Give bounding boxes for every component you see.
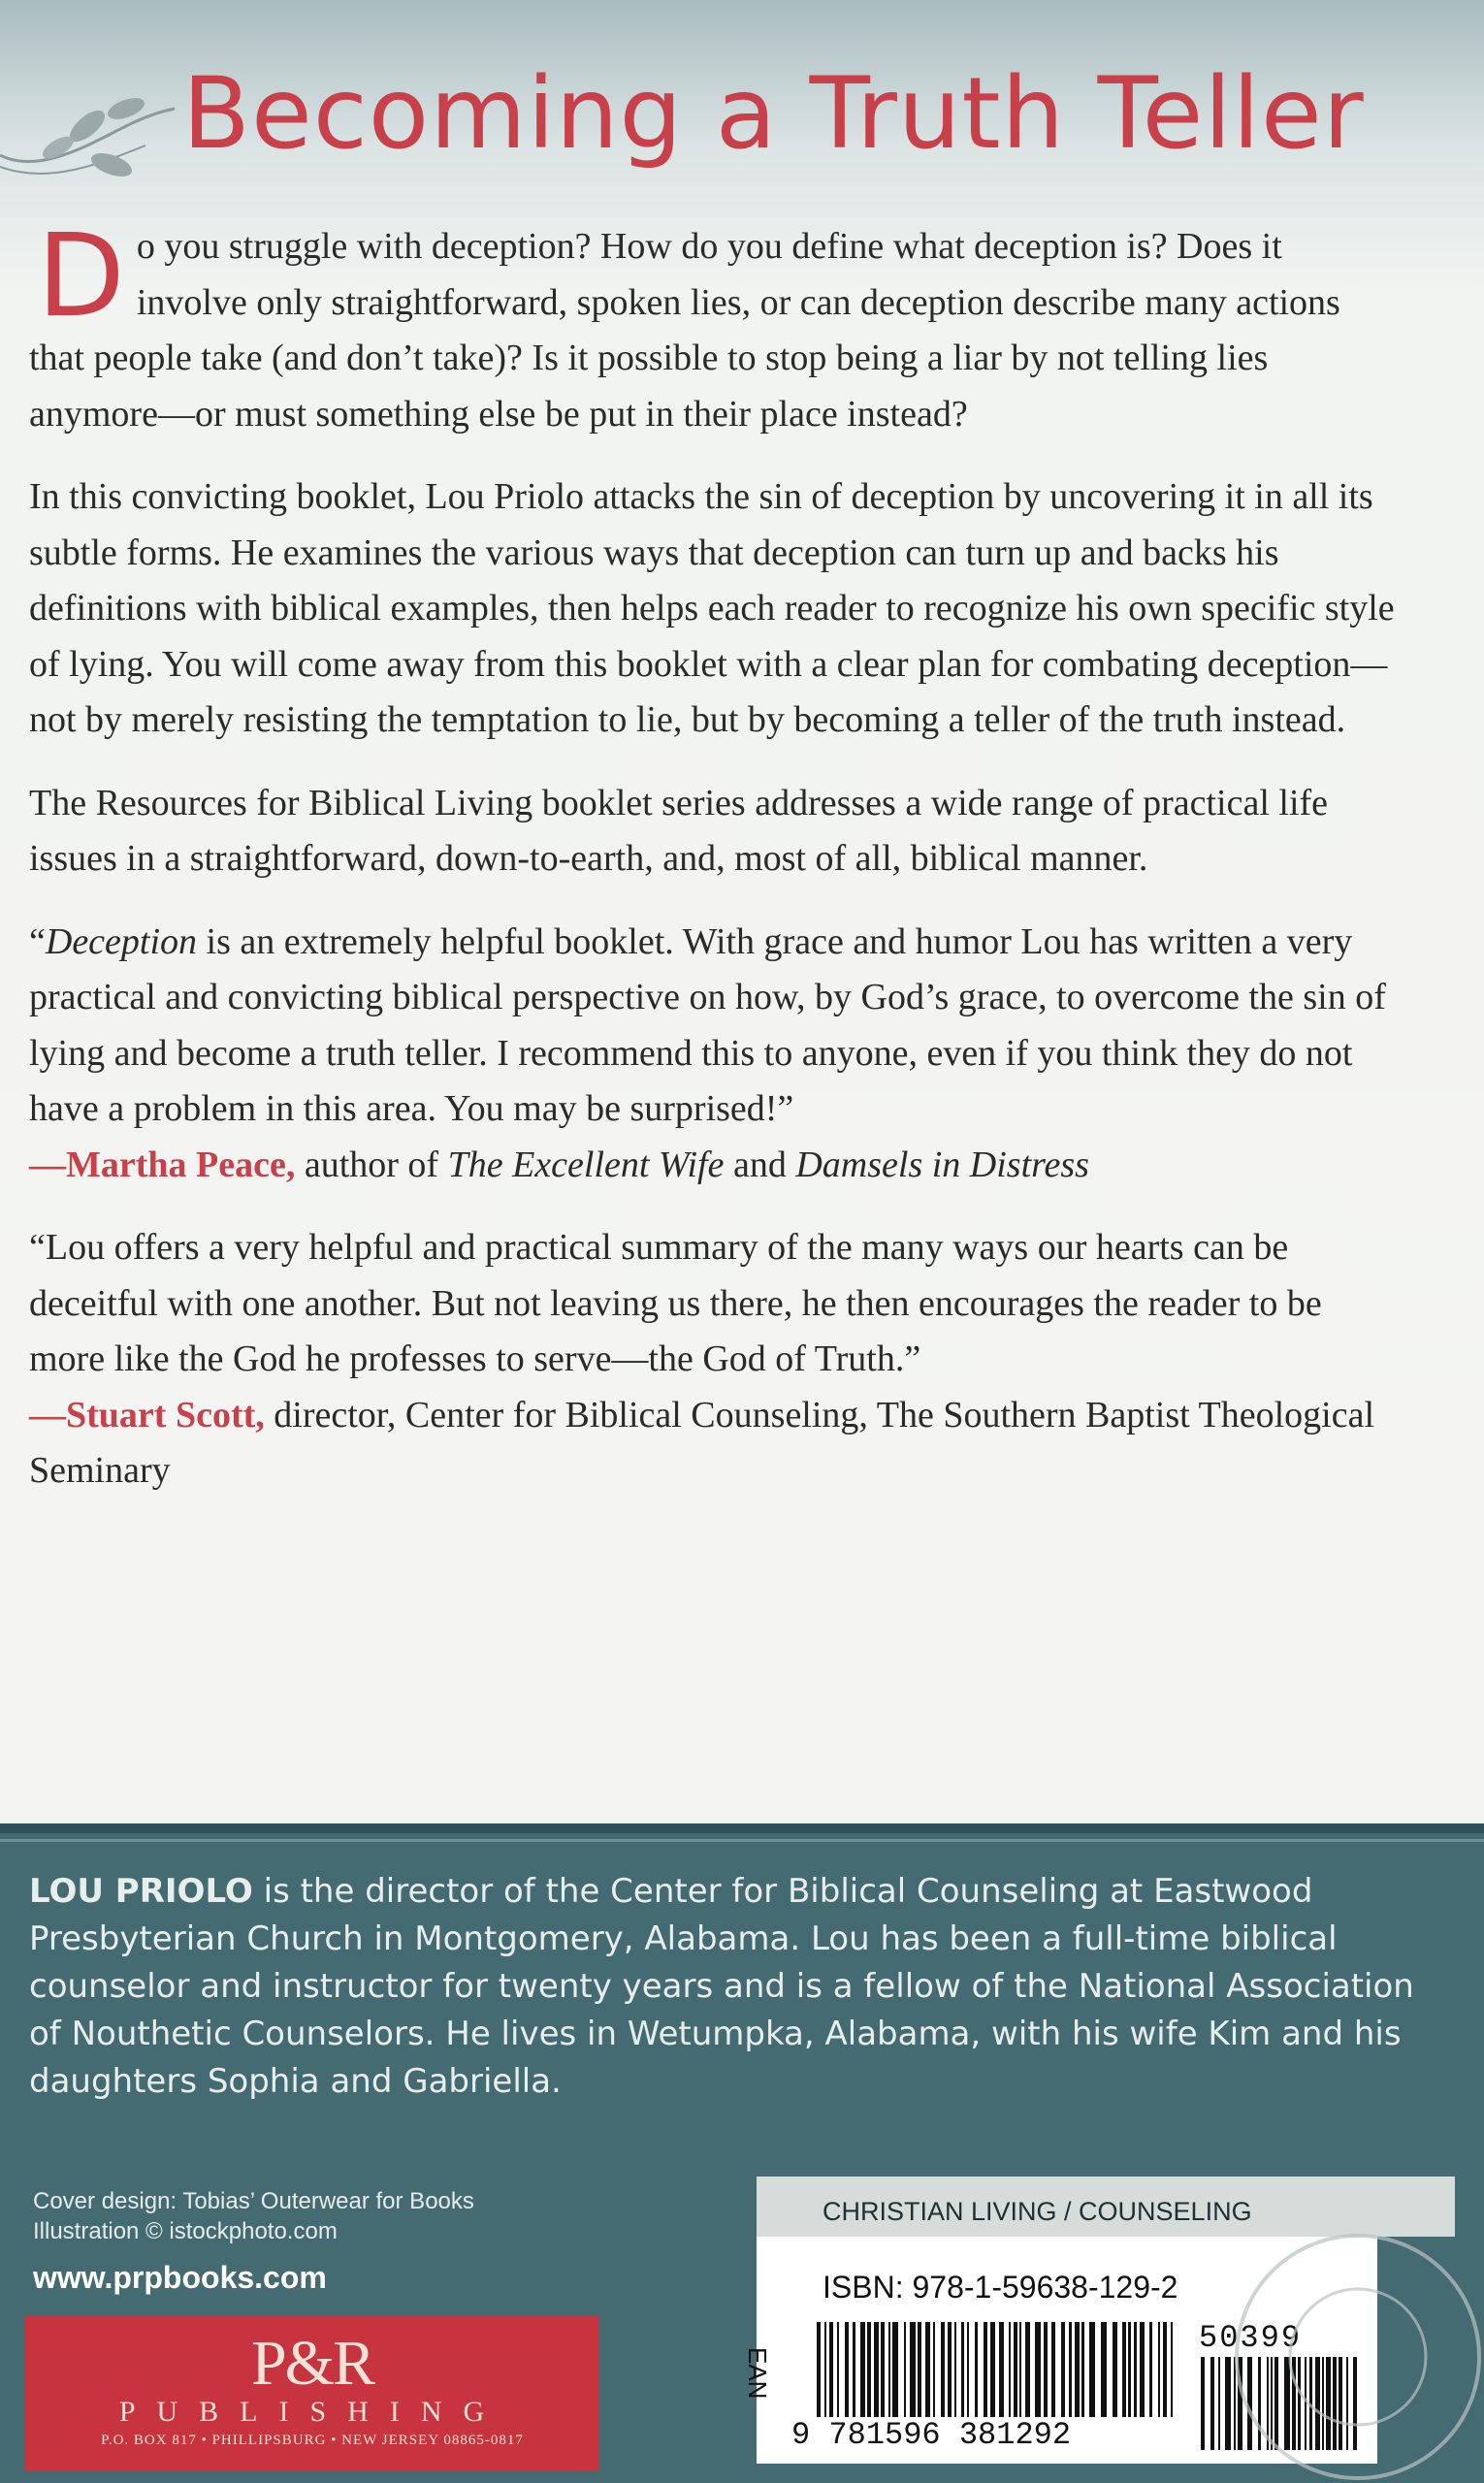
addon-digits: 50399: [1199, 2320, 1303, 2356]
store-stamp-icon: [1193, 2211, 1484, 2483]
band-rule-thin: [0, 1839, 1484, 1842]
barcode-digits: 9 781596 381292: [791, 2417, 1072, 2453]
endorsement-peace: “Deception is an extremely helpful booklet. With grace and humor Lou has written a very practical and convicting biblical perspective on how, by God’s grace, to overcome the sin of lying and become a truth teller. I recommend this to anyone, even if you think they do not have a problem in this area. You may be surprised!” —Martha Peace, author of The Excellent Wife and Damsels in Distress: [29, 915, 1397, 1194]
publisher-wordmark: PUBLISHING: [118, 2396, 506, 2428]
description-body: [29, 209, 1397, 1527]
cover-design-credit: Cover design: Tobias’ Outerwear for Books: [33, 2188, 474, 2214]
author-name: LOU PRIOLO: [29, 1872, 253, 1911]
endorser-name: —Stuart Scott,: [29, 1394, 265, 1435]
cover-credits: [33, 2186, 474, 2246]
summary-paragraph: In this convicting booklet, Lou Priolo attacks the sin of deception by uncovering it in all its subtle forms. He examines the various ways that deception can turn up and backs his definitions with biblical examples, then helps each reader to recognize his own specific style of lying. You will come away from this booklet with a clear plan for combating deception—not by merely resisting the temptation to lie, but by becoming a teller of the truth instead.: [29, 476, 1395, 740]
vine-ornament-icon: [0, 87, 184, 204]
author-bio: LOU PRIOLO is the director of the Center for Biblical Counseling at Eastwood Presbyterian Church in Montgomery, Alabama. Lou has been a full-time biblical counselor and instructor for twenty years and is a fellow of the National Association of Nouthetic Counselors. He lives in Wetumpka, Alabama, with his wife Kim and his daughters Sophia and Gabriella.: [29, 1872, 1414, 2101]
book-category: CHRISTIAN LIVING / COUNSELING: [823, 2197, 1252, 2226]
illustration-credit: Illustration © istockphoto.com: [33, 2218, 338, 2244]
book-back-title: Becoming a Truth Teller: [182, 56, 1365, 172]
isbn-number: ISBN: 978-1-59638-129-2: [823, 2270, 1178, 2305]
endorsement-scott: “Lou offers a very helpful and practical summary of the many ways our hearts can be deceitful with one another. But not leaving us there, he then encourages the reader to be more like the God he professes to serve—the God of Truth.” —Stuart Scott, director, Center for Biblical Counseling, The Southern Baptist Theological Seminary: [29, 1220, 1397, 1499]
ean-label: EAN: [743, 2347, 772, 2400]
series-paragraph: The Resources for Biblical Living booklet series addresses a wide range of practical life issues in a straightforward, down-to-earth, and, most of all, biblical manner.: [29, 782, 1329, 879]
intro-text: o you struggle with deception? How do you define what deception is? Does it involve only straightforward, spoken lies, or can deception describe many actions that people take (and don’t take)? Is it possible to stop being a liar by not telling lies anymore—or must something else be put in their place instead?: [29, 226, 1340, 435]
endorser-attribution: —Stuart Scott, director, Center for Biblical Counseling, The Southern Baptist Theological Seminary: [29, 1394, 1374, 1491]
publisher-address: P.O. BOX 817 • PHILLIPSBURG • NEW JERSEY 08865-0817: [101, 2433, 524, 2448]
drop-cap: D: [37, 209, 125, 342]
endorser-name: —Martha Peace,: [29, 1144, 296, 1185]
band-rule: [0, 1823, 1484, 1833]
intro-paragraph: [29, 209, 1397, 442]
publisher-website-link[interactable]: www.prpbooks.com: [33, 2260, 327, 2295]
publisher-logo: P&R: [250, 2328, 374, 2399]
booklet-title-italic: Deception: [45, 920, 198, 962]
publisher-logo-block: [25, 2316, 599, 2471]
endorser-attribution: —Martha Peace, author of The Excellent Wife and Damsels in Distress: [29, 1144, 1089, 1185]
